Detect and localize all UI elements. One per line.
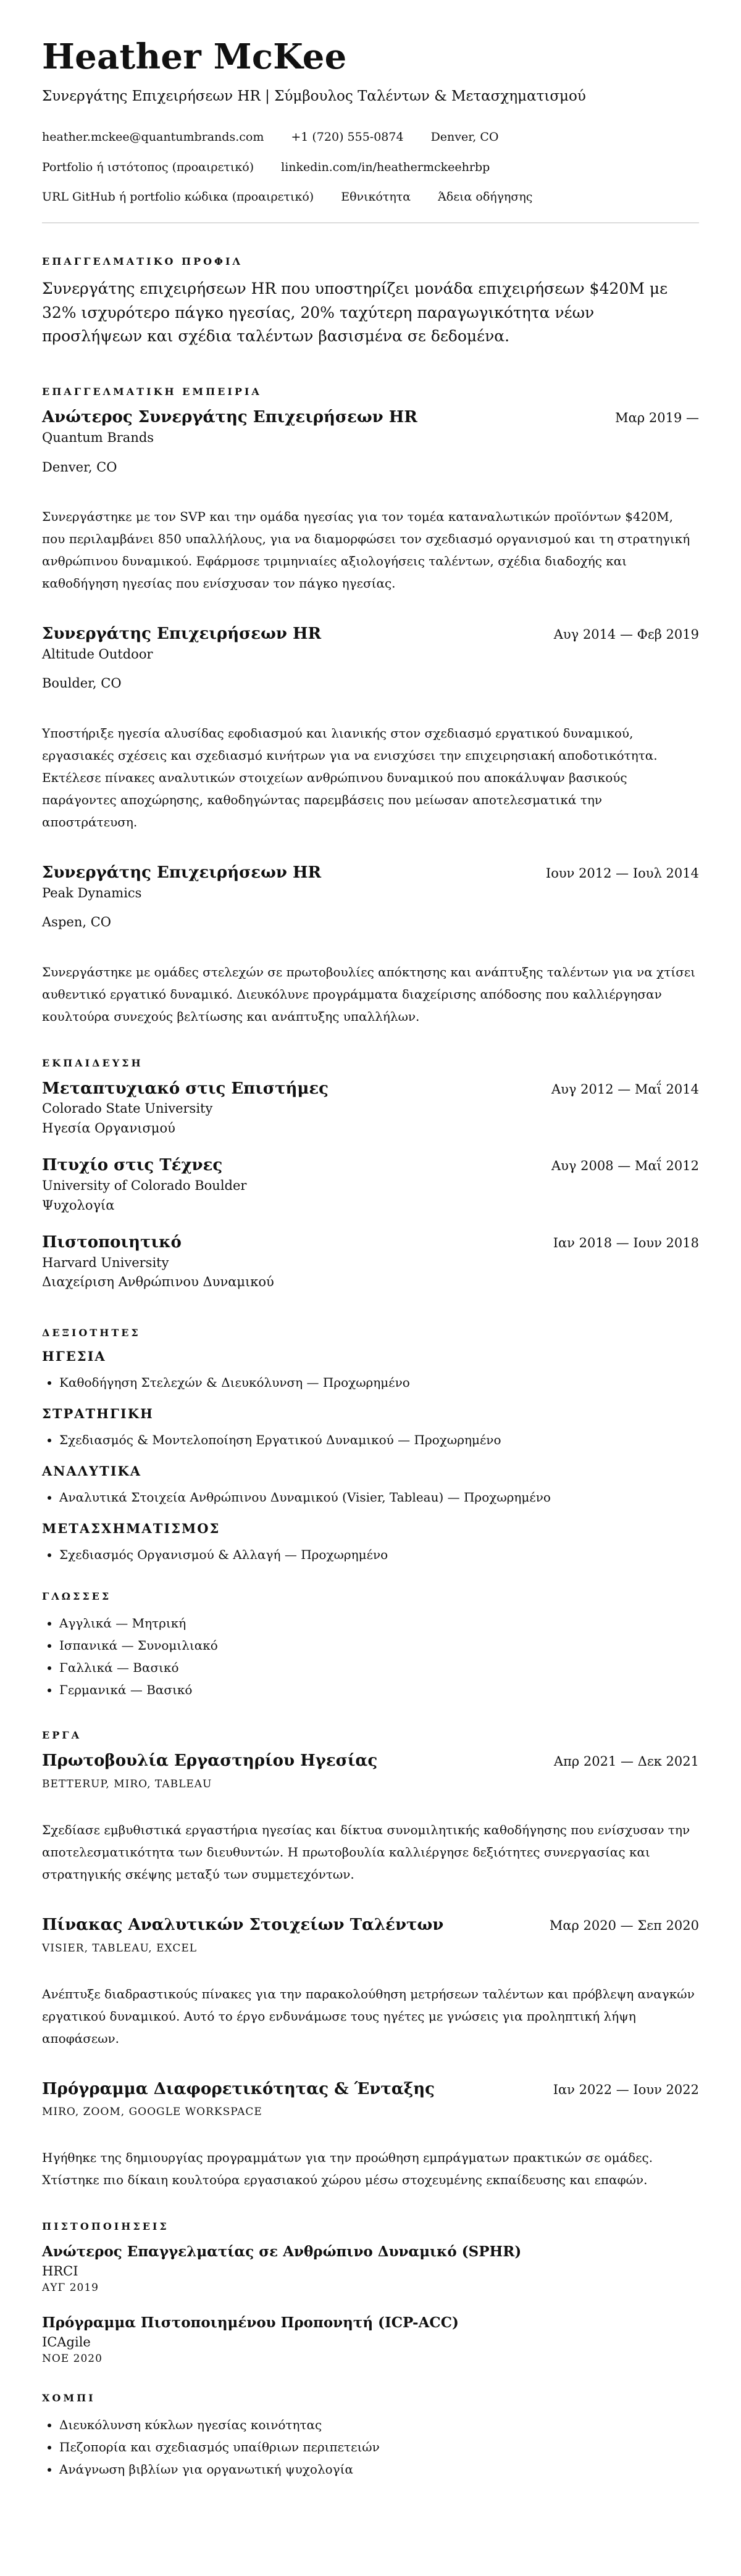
- job-title: Ανώτερος Συνεργάτης Επιχειρήσεων HR: [42, 408, 417, 427]
- section-title: ΕΠΑΓΓΕΛΜΑΤΙΚΟ ΠΡΟΦΙΛ: [42, 255, 243, 267]
- driving-license: Άδεια οδήγησης: [438, 190, 533, 204]
- certification-entry: [42, 2242, 699, 2296]
- section-title: ΕΡΓΑ: [42, 1729, 82, 1741]
- certification-name: Ανώτερος Επαγγελματίας σε Ανθρώπινο Δυναμικό (SPHR): [42, 2243, 522, 2261]
- section-title: ΕΚΠΑΙΔΕΥΣΗ: [42, 1057, 143, 1069]
- language-item: • Αγγλικά — Μητρική: [59, 1612, 699, 1634]
- section-title: ΓΛΩΣΣΕΣ: [42, 1590, 112, 1602]
- skill-item: • Αναλυτικά Στοιχεία Ανθρώπινου Δυναμικού (Visier, Tableau) — Προχωρημένο: [59, 1486, 699, 1508]
- resume-header: [42, 36, 699, 205]
- job-title: Συνεργάτης Επιχειρήσεων HR: [42, 863, 322, 882]
- section-title: ΕΠΑΓΓΕΛΜΑΤΙΚΗ ΕΜΠΕΙΡΙΑ: [42, 386, 262, 398]
- header-divider: [42, 222, 699, 223]
- education-entry: [42, 1079, 699, 1139]
- phone-number[interactable]: +1 (720) 555-0874: [291, 130, 404, 144]
- portfolio-link[interactable]: Portfolio ή ιστότοπος (προαιρετικό): [42, 160, 254, 174]
- email-link[interactable]: heather.mckee@quantumbrands.com: [42, 130, 264, 144]
- nationality: Εθνικότητα: [341, 190, 411, 204]
- project-dates: Μαρ 2020 — Σεπ 2020: [549, 1917, 699, 1933]
- field-of-study: Διαχείριση Ανθρώπινου Δυναμικού: [42, 1274, 274, 1290]
- contact-row: [42, 189, 699, 205]
- job-description: Συνεργάστηκε με ομάδες στελεχών σε πρωτοβουλίες απόκτησης και ανάπτυξης ταλέντων για να χτίσει αυθεντικό εργατικό δυναμικό. Διευκόλυνε προγράμματα διαχείρισης απόδοσης που καλλιέργησαν κουλτούρα συνεχούς βελτίωσης και ανάπτυξης υπαλλήλων.: [42, 964, 696, 1024]
- project-description: Ηγήθηκε της δημιουργίας προγραμμάτων για την προώθηση εμπράγματων πρακτικών σε ομάδες. Χτίστηκε πιο δίκαιη κουλτούρα εργασιακού χώρου μέσω στοχευμένης εκπαίδευσης και επαφών.: [42, 2150, 653, 2188]
- skill-item: • Σχεδιασμός Οργανισμού & Αλλαγή — Προχωρημένο: [59, 1544, 699, 1566]
- job-location: Boulder, CO: [42, 676, 122, 691]
- job-dates: Μαρ 2019 —: [615, 410, 699, 426]
- hobbies-section: [42, 2392, 699, 2480]
- project-tools: BETTERUP, MIRO, TABLEAU: [42, 1777, 212, 1790]
- profile-section: [42, 256, 699, 349]
- language-item: • Γερμανικά — Βασικό: [59, 1679, 699, 1701]
- education-entry: [42, 1232, 699, 1292]
- hobby-item: • Διευκόλυνση κύκλων ηγεσίας κοινότητας: [59, 2414, 699, 2436]
- job-location: Denver, CO: [42, 459, 117, 475]
- company-name: Quantum Brands: [42, 430, 154, 445]
- project-entry: [42, 1751, 699, 1885]
- education-dates: Αυγ 2012 — Μαΐ 2014: [551, 1081, 699, 1097]
- skills-section: [42, 1327, 699, 1566]
- location: Denver, CO: [430, 130, 499, 144]
- field-of-study: Ηγεσία Οργανισμού: [42, 1120, 175, 1136]
- candidate-name: Heather McKee: [42, 36, 347, 77]
- project-name: Πρόγραμμα Διαφορετικότητας & Ένταξης: [42, 2079, 435, 2098]
- field-of-study: Ψυχολογία: [42, 1197, 115, 1213]
- job-dates: Ιουν 2012 — Ιουλ 2014: [545, 865, 699, 881]
- project-tools: VISIER, TABLEAU, EXCEL: [42, 1942, 198, 1955]
- certification-name: Πρόγραμμα Πιστοποιημένου Προπονητή (ICP-ACC): [42, 2314, 459, 2332]
- section-title: ΔΕΞΙΟΤΗΤΕΣ: [42, 1326, 141, 1339]
- school-name: Colorado State University: [42, 1101, 213, 1116]
- project-description: Σχεδίασε εμβυθιστικά εργαστήρια ηγεσίας και δίκτυα συνομιλητικής καθοδήγησης που ενίσχυσαν την αποτελεσματικότητα των διευθυντών. Η πρωτοβουλία καλλιέργησε δεξιότητες συνεργασίας και στρατηγικής σκέψης μεταξύ των συμμετεχόντων.: [42, 1822, 690, 1882]
- experience-entry: [42, 863, 699, 1028]
- linkedin-link[interactable]: linkedin.com/in/heathermckeehrbp: [281, 160, 490, 174]
- company-name: Peak Dynamics: [42, 885, 142, 900]
- job-description: Συνεργάστηκε με τον SVP και την ομάδα ηγεσίας για τον τομέα καταναλωτικών προϊόντων $420M, που περιλαμβάνει 850 υπαλλήλους, για να διαμορφώσει τον σχεδιασμό οργανισμού και τη στρατηγική ανθρώπινου δυναμικού. Εφάρμοσε τριμηνιαίες αξιολογήσεις ταλέντων, σχέδια διαδοχής και καθοδήγηση ηγεσίας που ενίσχυσαν τον πάγκο ηγεσίας.: [42, 509, 690, 591]
- experience-section: [42, 386, 699, 1027]
- skill-group-title: ΜΕΤΑΣΧΗΜΑΤΙΣΜΟΣ: [42, 1520, 220, 1536]
- project-dates: Απρ 2021 — Δεκ 2021: [553, 1753, 699, 1769]
- skill-group-title: ΣΤΡΑΤΗΓΙΚΗ: [42, 1405, 154, 1421]
- certification-date: ΑΥΓ 2019: [42, 2281, 99, 2294]
- experience-entry: [42, 624, 699, 833]
- skill-item: • Καθοδήγηση Στελεχών & Διευκόλυνση — Προχωρημένο: [59, 1371, 699, 1394]
- skill-group-title: ΗΓΕΣΙΑ: [42, 1348, 106, 1364]
- education-dates: Ιαν 2018 — Ιουν 2018: [553, 1236, 699, 1251]
- job-location: Aspen, CO: [42, 915, 111, 930]
- school-name: Harvard University: [42, 1255, 169, 1270]
- language-item: • Γαλλικά — Βασικό: [59, 1656, 699, 1679]
- skill-group: [42, 1463, 699, 1508]
- job-description: Υποστήριξε ηγεσία αλυσίδας εφοδιασμού και λιανικής στον σχεδιασμό εργατικού δυναμικού, εργασιακές σχέσεις και σχεδιασμό κινήτρων για να ενισχύσει την επιχειρησιακή αποδοτικότητα. Εκτέλεσε πίνακες αναλυτικών στοιχείων ανθρώπινου δυναμικού που αποκάλυψαν βασικούς παράγοντες αποχώρησης, καθοδηγώντας παρεμβάσεις που μείωσαν αποτελεσματικά την αποστράτευση.: [42, 725, 658, 829]
- contact-row: [42, 160, 699, 175]
- contact-row: [42, 130, 699, 145]
- hobby-item: • Πεζοπορία και σχεδιασμός υπαίθριων περιπετειών: [59, 2436, 699, 2458]
- section-title: ΧΟΜΠΙ: [42, 2391, 96, 2404]
- certification-entry: [42, 2313, 699, 2367]
- degree-title: Πτυχίο στις Τέχνες: [42, 1156, 223, 1175]
- job-title: Συνεργάτης Επιχειρήσεων HR: [42, 625, 322, 643]
- skill-item: • Σχεδιασμός & Μοντελοποίηση Εργατικού Δυναμικού — Προχωρημένο: [59, 1429, 699, 1451]
- section-title: ΠΙΣΤΟΠΟΙΗΣΕΙΣ: [42, 2221, 169, 2233]
- project-dates: Ιαν 2022 — Ιουν 2022: [553, 2082, 699, 2097]
- school-name: University of Colorado Boulder: [42, 1178, 247, 1194]
- candidate-headline: Συνεργάτης Επιχειρήσεων HR | Σύμβουλος Ταλέντων & Μετασχηματισμού: [42, 88, 586, 104]
- hobby-item: • Ανάγνωση βιβλίων για οργανωτική ψυχολογία: [59, 2458, 699, 2480]
- skill-group: [42, 1521, 699, 1566]
- experience-entry: [42, 407, 699, 594]
- project-name: Πίνακας Αναλυτικών Στοιχείων Ταλέντων: [42, 1915, 444, 1934]
- degree-title: Μεταπτυχιακό στις Επιστήμες: [42, 1079, 329, 1098]
- degree-title: Πιστοποιητικό: [42, 1233, 182, 1252]
- projects-section: [42, 1729, 699, 2191]
- education-dates: Αυγ 2008 — Μαΐ 2012: [551, 1158, 699, 1174]
- project-tools: MIRO, ZOOM, GOOGLE WORKSPACE: [42, 2106, 262, 2119]
- certification-issuer: HRCI: [42, 2263, 78, 2279]
- project-description: Ανέπτυξε διαδραστικούς πίνακες για την παρακολούθηση μετρήσεων ταλέντων και πρόβλεψη αναγκών εργατικού δυναμικού. Αυτό το έργο ενδυνάμωσε τους ηγέτες με γνώσεις για προληπτική λήψη αποφάσεων.: [42, 1986, 695, 2046]
- education-entry: [42, 1155, 699, 1215]
- project-entry: [42, 2079, 699, 2192]
- project-entry: [42, 1915, 699, 2050]
- profile-summary: Συνεργάτης επιχειρήσεων HR που υποστηρίζει μονάδα επιχειρήσεων $420M με 32% ισχυρότερο πάγκο ηγεσίας, 20% ταχύτερη παραγωγικότητα νέων προσλήψεων και σχέδια ταλέντων βασισμένα σε δεδομένα.: [42, 279, 668, 346]
- company-name: Altitude Outdoor: [42, 646, 153, 662]
- github-link[interactable]: URL GitHub ή portfolio κώδικα (προαιρετικό): [42, 190, 314, 204]
- certification-issuer: ICAgile: [42, 2334, 91, 2350]
- skill-group-title: ΑΝΑΛΥΤΙΚΑ: [42, 1463, 142, 1479]
- job-dates: Αυγ 2014 — Φεβ 2019: [553, 627, 699, 642]
- education-section: [42, 1057, 699, 1292]
- skill-group: [42, 1348, 699, 1394]
- language-item: • Ισπανικά — Συνομιλιακό: [59, 1634, 699, 1656]
- languages-section: [42, 1590, 699, 1701]
- skill-group: [42, 1406, 699, 1451]
- project-name: Πρωτοβουλία Εργαστηρίου Ηγεσίας: [42, 1751, 378, 1770]
- certification-date: ΝΟΕ 2020: [42, 2353, 103, 2366]
- certifications-section: [42, 2221, 699, 2367]
